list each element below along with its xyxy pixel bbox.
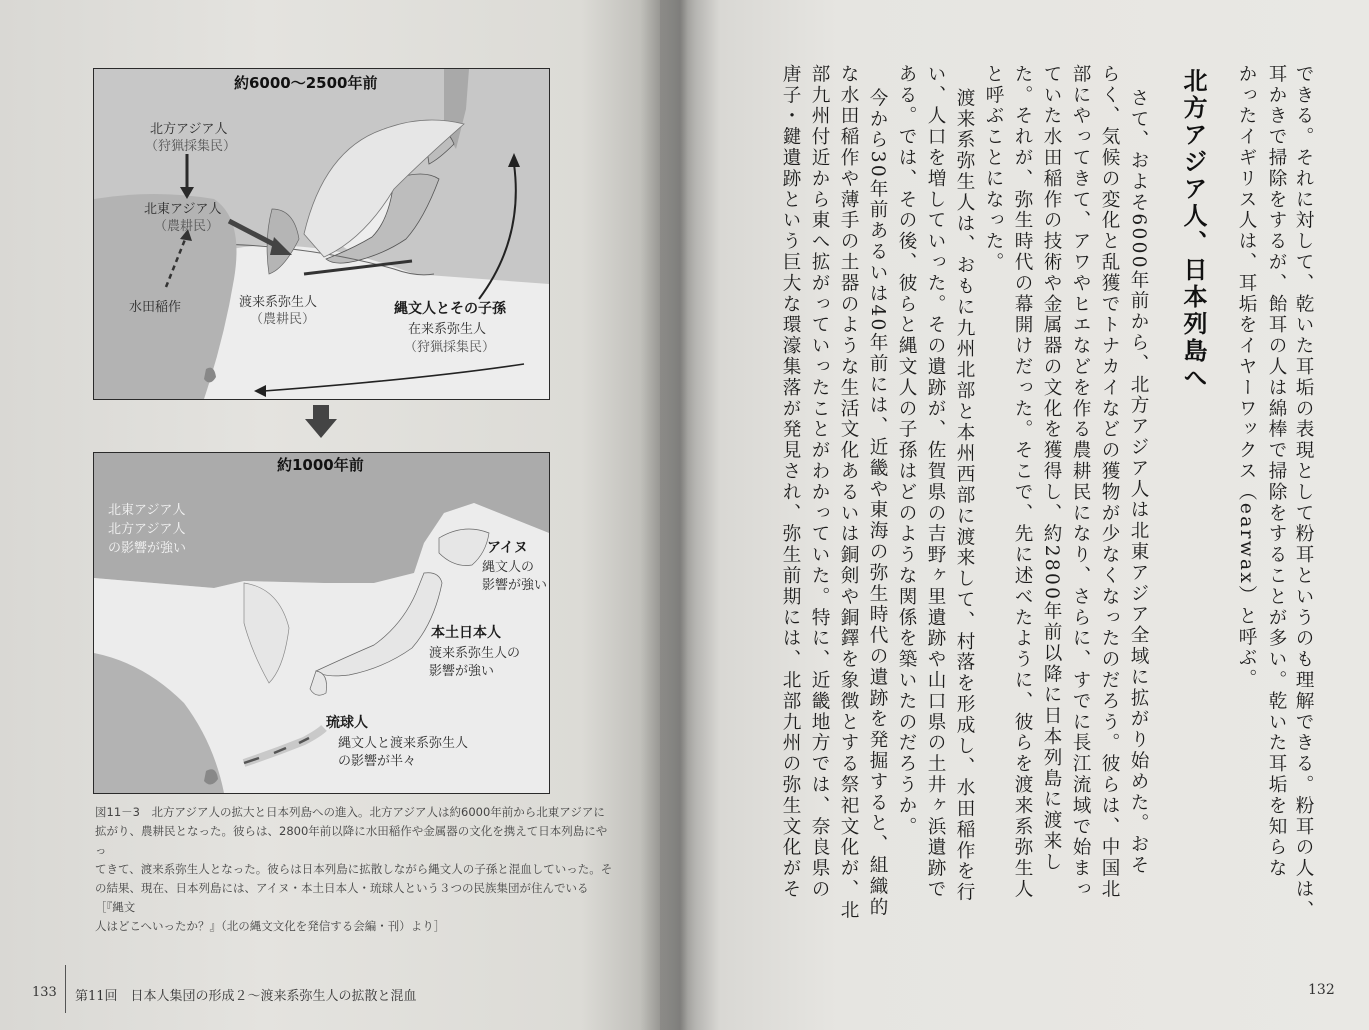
figure-caption — [95, 803, 615, 936]
running-head: 第11回 日本人集団の形成２～渡来系弥生人の拡散と混血 — [75, 989, 417, 1004]
label-ainu: アイヌ — [487, 540, 528, 556]
text-column: 部九州付近から東へ拡がっていったことがわかっていた。特に、近畿地方では、奈良県の — [809, 64, 830, 900]
text-column: かったイギリス人は、耳垢をイヤーワックス（earwax）と呼ぶ。 — [1236, 64, 1257, 690]
caption-line: てきて、渡来系弥生人となった。彼らは日本列島に拡散しながら縄文人の子孫と混血していった。そ — [95, 862, 613, 876]
label-zairai: 在来系弥生人 — [408, 322, 487, 337]
caption-line: 図11－3 北方アジア人の拡大と日本列島への進入。北方アジア人は約6000年前から北東アジアに — [95, 805, 605, 819]
label-north-asian: 北方アジア人 — [150, 122, 228, 137]
text-column: できる。それに対して、乾いた耳垢の表現として粉耳というのも理解できる。粉耳の人は、 — [1293, 64, 1314, 921]
text-column: い、人口を増していった。その遺跡が、佐賀県の吉野ヶ里遺跡や山口県の土井ヶ浜遺跡で — [925, 64, 946, 900]
text-column: らく、気候の変化と乱獲でトナカイなどの獲物が少なくなったのだろう。彼らは、中国北 — [1099, 64, 1120, 900]
label-northeast-asian-sub: （農耕民） — [154, 219, 220, 234]
label-northeast-asian: 北東アジア人 — [144, 202, 222, 217]
text-column: な水田稲作や薄手の土器のような生活文化あるいは銅剣や銅鐸を象徴とする祭祀文化が、北 — [838, 64, 859, 921]
section-heading: 北方アジア人、日本列島へ — [1179, 68, 1207, 392]
label-mainland-1: 北東アジア人 — [108, 503, 186, 518]
label-rice: 水田稲作 — [129, 300, 182, 315]
text-column: 部にやってきて、アワやヒエなどを作る農耕民になり、さらに、すでに長江流域で始まっ — [1070, 64, 1091, 900]
left-page-number: 133 — [32, 985, 57, 1000]
label-zairai-sub: （狩猟採集民） — [404, 340, 496, 355]
label-hondo-sub1: 渡来系弥生人の — [429, 646, 521, 661]
text-column: と呼ぶことになった。 — [983, 64, 1004, 273]
text-column: 渡来系弥生人は、おもに九州北部と本州西部に渡来して、村落を形成し、水田稲作を行 — [954, 88, 975, 904]
text-column: 耳かきで掃除をするが、飴耳の人は綿棒で掃除をすることが多い。乾いた耳垢を知らな — [1266, 64, 1287, 880]
label-north-asian-sub: （狩猟採集民） — [145, 139, 237, 154]
label-hondo: 本土日本人 — [431, 625, 501, 641]
text-column: 唐子・鍵遺跡という巨大な環濠集落が発見され、弥生前期には、北部九州の弥生文化がそ — [780, 64, 801, 900]
era-label-top: 約6000～2500年前 — [234, 74, 378, 92]
caption-line: 拡がり、農耕民となった。彼らは、2800年前以降に水田稲作や金属器の文化を携えて日本列島にやっ — [95, 824, 608, 857]
text-column: た。それが、弥生時代の幕開けだった。そこで、先に述べたように、彼らを渡来系弥生人 — [1012, 64, 1033, 900]
label-toraikei-sub: （農耕民） — [250, 312, 316, 327]
label-ainu-sub1: 縄文人の — [482, 560, 535, 575]
arrow-jomon-north — [479, 164, 516, 299]
era-label-bottom: 約1000年前 — [277, 456, 364, 474]
text-column: ある。では、その後、彼らと縄文人の子孫はどのような関係を築いたのだろうか。 — [896, 64, 917, 838]
map-6000-2500-years-ago — [93, 68, 550, 400]
label-ryukyu-sub2: の影響が半々 — [338, 754, 417, 769]
label-ainu-sub2: 影響が強い — [482, 578, 548, 593]
footer-divider — [65, 965, 66, 1013]
text-column: ていた水田稲作の技術や金属器の文化を獲得し、約2800年前以降に日本列島に渡来し — [1041, 64, 1062, 873]
caption-line: の結果、現在、日本列島には、アイヌ・本土日本人・琉球人という３つの民族集団が住んでいる［『縄文 — [95, 881, 589, 914]
arrow-head-4 — [508, 153, 520, 167]
label-mainland-2: 北方アジア人 — [108, 522, 186, 537]
label-ryukyu: 琉球人 — [326, 715, 368, 731]
left-page — [0, 0, 660, 1030]
down-arrow-icon — [304, 405, 338, 439]
label-toraikei: 渡来系弥生人 — [239, 295, 318, 310]
label-jomon: 縄文人とその子孫 — [394, 301, 506, 317]
caption-line: 人はどこへいったか？』（北の縄文文化を発信する会編・刊）より］ — [95, 919, 446, 933]
map-1000-years-ago — [93, 452, 550, 794]
label-ryukyu-sub1: 縄文人と渡来系弥生人 — [338, 736, 469, 751]
label-mainland-3: の影響が強い — [108, 541, 187, 556]
right-page-number: 132 — [1308, 982, 1335, 998]
label-hondo-sub2: 影響が強い — [429, 664, 495, 679]
text-column: 今から30年前あるいは40年前には、近畿や東海の弥生時代の遺跡を発掘すると、組織的 — [867, 88, 888, 918]
text-column: さて、およそ6000年前から、北方アジア人は北東アジア全域に拡がり始めた。おそ — [1128, 88, 1149, 877]
